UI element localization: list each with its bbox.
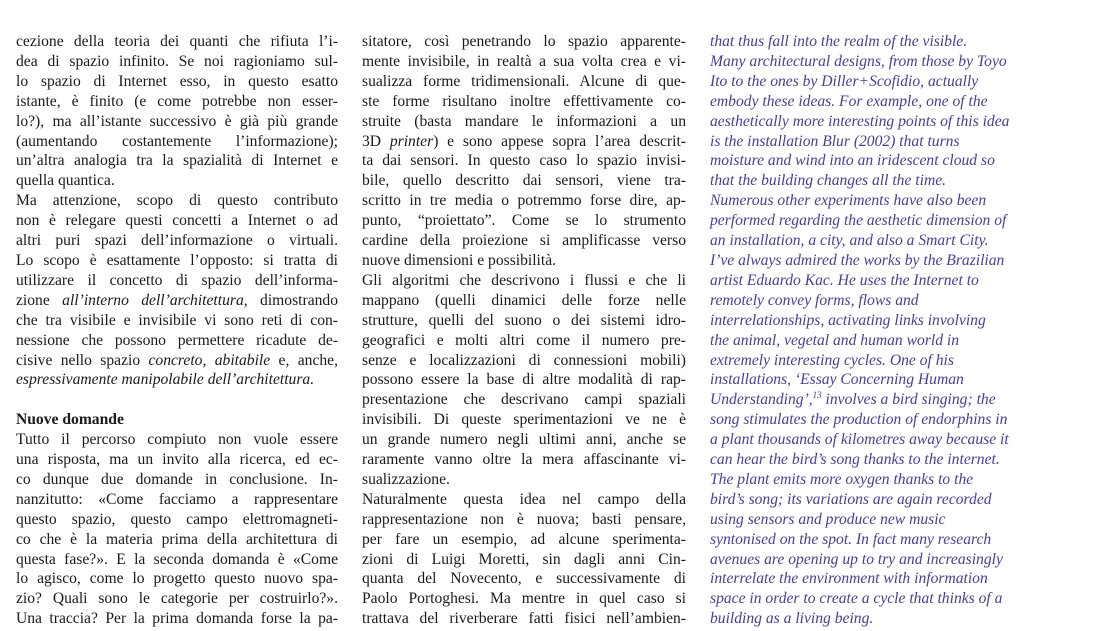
paragraph-2 [362, 271, 686, 490]
text-line: un grande numero negli ultimi anni, anche se [362, 431, 686, 449]
text-line: struite (basta mandare le informazioni a un [362, 112, 686, 130]
paragraph-1 [16, 32, 338, 191]
text-line: nuove dimensioni e possibilità. [362, 251, 557, 269]
text-line: interrelate the environment with information [710, 570, 988, 588]
text-line: is the installation Blur (2002) that turns [710, 132, 960, 150]
paragraph-2 [16, 191, 338, 390]
text-line: building as a living being. [710, 610, 874, 628]
left-column [16, 32, 338, 629]
text-line: lo spazio di Internet esso, in questo esatto [16, 72, 338, 90]
text-line: performed regarding the aesthetic dimension of [710, 212, 1007, 230]
text-line: dea di spazio infinito. Se noi ragioniamo sul- [16, 52, 338, 70]
text-line: artist Eduardo Kac. He uses the Internet to [710, 271, 979, 289]
text-line: zioni di Luigi Moretti, sin dagli anni Cin- [362, 550, 686, 568]
text-line: can hear the bird’s song thanks to the internet. [710, 451, 1000, 469]
text-line: Gli algoritmi che descrivono i flussi e che li [362, 271, 686, 289]
text-line: zione all’interno dell’architettura, dimostrando [16, 291, 339, 309]
text-line: quanta del Novecento, e successivamente di [362, 570, 686, 588]
text-line: avenues are opening up to try and increasingly [710, 550, 1003, 568]
text-line: sualizzazione. [362, 470, 450, 488]
text-line: senze e localizzazioni di connessioni mobili) [362, 351, 686, 369]
text-line: remotely convey forms, flows and [710, 291, 919, 309]
translation-paragraph [710, 32, 1040, 629]
text-line: mappano (quelli dinamici delle forze nelle [362, 291, 686, 309]
paragraph-3 [362, 490, 686, 629]
text-line: Ito to the ones by Diller+Scofidio, actually [710, 72, 979, 90]
text-line: Una traccia? Per la prima domanda forse la pa- [16, 610, 338, 628]
text-line: questo spazio, questo campo elettromagneti- [16, 510, 338, 528]
text-line: quella quantica. [16, 172, 115, 190]
text-line: co che è la materia prima della architettura di [16, 530, 338, 548]
text-line: istante, è finito (e come potrebbe non esser- [16, 92, 338, 110]
text-line: sualizza forme tridimensionali. Alcune di que- [362, 72, 686, 90]
text-line: the animal, vegetal and human world in [710, 331, 960, 349]
footnote-ref[interactable]: 13 [812, 390, 822, 401]
text-line: Naturalmente questa idea nel campo della [362, 490, 686, 508]
text-line: un’altra analogia tra la spazialità di Internet e [16, 152, 338, 170]
text-line: trattava del riverberare fatti fisici nell’ambien- [362, 610, 686, 628]
text-line: The plant emits more oxygen thanks to the [710, 470, 974, 488]
text-line: Ma attenzione, scopo di questo contributo [16, 192, 338, 210]
text-line: zio? Quali sono le categorie per costruirlo?». [16, 590, 338, 608]
text-line: using sensors and produce new music [710, 510, 946, 528]
text-line: altri puri spazi dell’informazione o virtuali. [16, 232, 338, 250]
text-line: questa fase?». E la seconda domanda è «Come [16, 550, 338, 568]
text-line: Tutto il percorso compiuto non vuole essere [16, 431, 338, 449]
text-line: song stimulates the production of endorphins in [710, 411, 1008, 429]
text-line: aesthetically more interesting points of this idea [710, 112, 1010, 130]
text-line: Paolo Portoghesi. Ma mentre in quel caso si [362, 590, 686, 608]
text-line: possono essere la base di altre modalità di rap- [362, 371, 686, 389]
text-line: lo agisco, come lo progetto questo nuovo spa- [16, 570, 338, 588]
text-line: scritto in tre media o potremmo forse dire, ap- [362, 192, 686, 210]
text-line: raramente vanno oltre la mera affascinante vi- [362, 451, 686, 469]
text-line: ta dai sensori. In questo caso lo spazio invisi- [362, 152, 686, 170]
text-line: an installation, a city, and also a Smart City. [710, 232, 989, 250]
text-line: co dunque due domande in conclusione. In- [16, 470, 338, 488]
text-line: that thus fall into the realm of the visible. [710, 33, 968, 50]
text-line: geografici e molti altri come il numero pre- [362, 331, 686, 349]
paragraph-1 [362, 32, 686, 271]
text-line: invisibili. Di queste sperimentazioni ve ne è [362, 411, 686, 429]
text-line: I’ve always admired the works by the Brazilian [710, 251, 1005, 269]
text-line: a plant thousands of kilometres away because it [710, 431, 1009, 449]
text-line: che tra visibile e invisibile vi sono reti di con- [16, 311, 338, 329]
text-line: Understanding’,$^{13}$ involves a bird singing; the [710, 390, 996, 409]
text-line: nanzitutto: «Come facciamo a rappresentare [16, 490, 338, 508]
text-line: that the building changes all the time. [710, 172, 947, 190]
text-line: Numerous other experiments have also been [710, 192, 987, 210]
text-line: rappresentazione non è nuova; basti pensare, [362, 510, 686, 528]
text-line: utilizzare il concetto di spazio dell’informa- [16, 271, 338, 289]
text-line: ste forme risultano inoltre effettivamente co- [362, 92, 686, 110]
text-line: installations, ‘Essay Concerning Human [710, 371, 964, 389]
text-line: lo?), ma all’istante successivo è già più grande [16, 112, 338, 130]
text-line: cardine della proiezione si amplificasse verso [362, 232, 686, 250]
text-line: embody these ideas. For example, one of the [710, 92, 988, 110]
text-line: interrelationships, activating links involving [710, 311, 986, 329]
text-line: mente invisibile, in realtà a sua volta crea e vi- [362, 52, 686, 70]
text-line: bile, quello descritto dai sensori, viene tra- [362, 172, 686, 190]
text-line: Many architectural designs, from those by Toyo [710, 52, 1007, 70]
text-line: punto, “proiettato”. Come se lo strumento [362, 212, 686, 230]
text-line: per fare un esempio, ad alcune sperimenta- [362, 530, 686, 548]
text-line: syntonised on the spot. In fact many research [710, 530, 992, 548]
text-line: (aumentando costantemente l’informazione); [16, 132, 338, 150]
text-line: strutture, quelli del suono o dei sistemi idro- [362, 311, 686, 329]
paragraph-3 [16, 430, 338, 629]
text-line: presentazione che descrivano campi spaziali [362, 391, 686, 409]
text-line: cezione della teoria dei quanti che rifiuta l’i- [16, 33, 338, 50]
text-line: Lo scopo è esattamente l’opposto: si tratta di [16, 251, 338, 269]
section-heading: Nuove domande [16, 411, 124, 429]
text-line: bird’s song; its variations are again recorded [710, 490, 992, 508]
text-line: una risposta, ma un invito alla ricerca, ed ec- [16, 451, 338, 469]
text-line: 3D printer) e sono appese sopra l’area descrit- [362, 132, 686, 150]
text-line: espressivamente manipolabile dell’architettura. [16, 371, 315, 389]
text-line: non è relegare questi concetti a Internet o ad [16, 212, 338, 230]
text-line: nessione che possono permettere ricadute de- [16, 331, 338, 349]
text-line: extremely interesting cycles. One of his [710, 351, 954, 369]
text-line: cisive nello spazio concreto, abitabile e, anche, [16, 351, 338, 369]
text-line: sitatore, così penetrando lo spazio apparente- [362, 33, 686, 50]
translation-column [710, 32, 1040, 629]
middle-column [362, 32, 686, 629]
text-line: moisture and wind into an iridescent cloud so [710, 152, 995, 170]
text-line: space in order to create a cycle that thinks of a [710, 590, 1003, 608]
